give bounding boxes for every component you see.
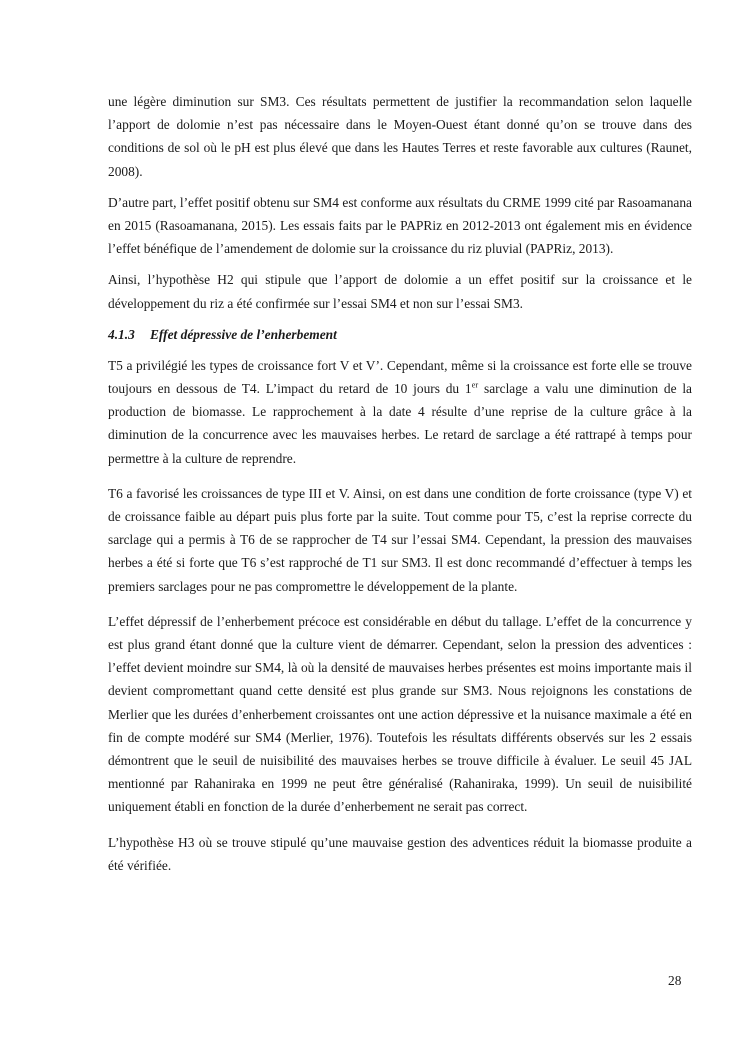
paragraph-t6: T6 a favorisé les croissances de type III et V. Ainsi, on est dans une condition de forte croissance (type V) et de croissance faible au départ puis plus forte par la suite. Tout comme pour T5, c’est la reprise correcte du sarclage qui a permis à T6 de se rapprocher de T4 sur l’essai SM4. Cependant, la pression des mauvaises herbes a été si forte que T6 s’est rapproché de T1 sur SM3. Il est donc recommandé d’effectuer à temps les premiers sarclages pour ne pas compromettre le développement de la plante. (108, 485, 692, 594)
paragraph-dolomie-sm4: D’autre part, l’effet positif obtenu sur SM4 est conforme aux résultats du CRME 1999 cité par Rasoamanana en 2015 (Rasoamanana, 2015). Les essais faits par le PAPRiz en 2012-2013 ont également mis en évidence l’effet bénéfique de l’amendement de dolomie sur la croissance du riz pluvial (PAPRiz, 2013). (108, 194, 692, 257)
section-title: Effet dépressive de l’enherbement (150, 326, 337, 342)
paragraph-hypothesis-h3: L’hypothèse H3 où se trouve stipulé qu’une mauvaise gestion des adventices réduit la biomasse produite a été vérifiée. (108, 834, 692, 873)
paragraph-effet-depressif: L’effet dépressif de l’enherbement précoce est considérable en début du tallage. L’effet de la concurrence y est plus grand étant donné que la culture vient de démarrer. Cependant, selon la pression des adventices : l’effet devient moindre sur SM4, là où la densité de mauvaises herbes présentes est moins importante mais il devient compromettant quand cette densité est plus grande sur SM3. Nous rejoignons les constations de Merlier que les durées d’enherbement croissantes ont une action dépressive et la nuisance maximale a été en fin de compte modéré sur SM4 (Merlier, 1976). Toutefois les résultats différents observés sur les 2 essais démontrent que le seuil de nuisibilité des mauvaises herbes se trouve difficile à évaluer. Le seuil 45 JAL mentionné par Rahaniraka en 1999 ne peut être généralisé (Rahaniraka, 1999). Un seuil de nuisibilité uniquement établi en fonction de la durée d’enherbement ne serait pas correct. (108, 613, 692, 815)
paragraph-t5-part2: sarclage a valu une diminution de la production de biomasse. Le rapprochement à la date 4 résulte d’une reprise de la culture grâce à la diminution de la concurrence avec les mauvaises herbes. Le retard de sarclage a été rattrapé à temps pour permettre à la culture de reprendre. (108, 381, 692, 466)
paragraph-hypothesis-h2: Ainsi, l’hypothèse H2 qui stipule que l’apport de dolomie a un effet positif sur la croissance et le développement du riz a été confirmée sur l’essai SM4 et non sur l’essai SM3. (108, 272, 692, 311)
paragraph-t5-part1: T5 a privilégié les types de croissance fort V et V’. Cependant, même si la croissance est forte elle se trouve toujours en dessous de T4. L’impact du retard de 10 jours du 1 (108, 357, 692, 397)
page-content (108, 90, 692, 877)
superscript-er: er (471, 379, 479, 390)
page-number: 28 (668, 973, 682, 988)
paragraph-t5 (108, 354, 692, 470)
section-heading (108, 323, 692, 346)
section-number: 4.1.3 (108, 326, 135, 342)
paragraph-dolomie-sm3: une légère diminution sur SM3. Ces résultats permettent de justifier la recommandation selon laquelle l’apport de dolomie n’est pas nécessaire dans le Moyen-Ouest étant donné qu’on se trouve dans des conditions de sol où le pH est plus élevé que dans les Hautes Terres et reste favorable aux cultures (Raunet, 2008). (108, 94, 692, 179)
